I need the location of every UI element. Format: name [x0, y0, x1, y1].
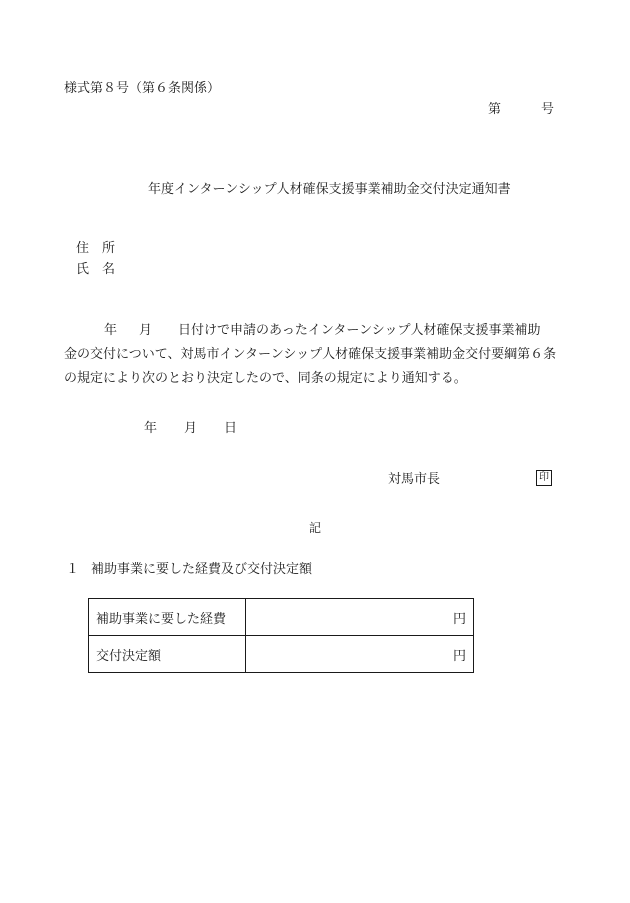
body-line-3: の規定により次のとおり決定したので、同条の規定により通知する。	[64, 371, 467, 386]
body-line-1	[64, 319, 580, 343]
table-row	[89, 636, 474, 673]
form-label: 様式第８号（第６条関係）	[64, 81, 221, 96]
section-heading: 補助事業に要した経費及び交付決定額	[91, 562, 313, 577]
seal-mark: 印	[536, 470, 552, 486]
amounts-table	[88, 598, 474, 673]
table-cell-label: 交付決定額	[89, 636, 246, 673]
date-month: 月	[184, 421, 198, 436]
body-month-char: 月	[139, 323, 153, 338]
date-year: 年	[144, 421, 158, 436]
ki-heading: 記	[309, 521, 322, 535]
name-label-char1: 氏	[76, 262, 90, 277]
body-year-char: 年	[104, 323, 118, 338]
table-cell-label: 補助事業に要した経費	[89, 599, 246, 636]
doc-number-prefix: 第	[488, 102, 502, 117]
body-line-2: 金の交付について、対馬市インターンシップ人材確保支援事業補助金交付要綱第６条	[64, 347, 557, 362]
body-paragraph	[64, 319, 580, 391]
date-day: 日	[224, 421, 238, 436]
address-label-char2: 所	[102, 241, 116, 256]
section-number: １	[66, 562, 80, 577]
address-label-char1: 住	[76, 241, 90, 256]
table-cell-amount[interactable]: 円	[246, 599, 474, 636]
name-label-char2: 名	[102, 262, 116, 277]
issuer-title: 対馬市長	[388, 472, 441, 487]
body-line-1-text: 日付けで申請のあったインターンシップ人材確保支援事業補助	[178, 323, 541, 338]
table-row	[89, 599, 474, 636]
table-cell-amount[interactable]: 円	[246, 636, 474, 673]
document-title: 年度インターンシップ人材確保支援事業補助金交付決定通知書	[148, 182, 511, 197]
doc-number-suffix: 号	[541, 102, 555, 117]
